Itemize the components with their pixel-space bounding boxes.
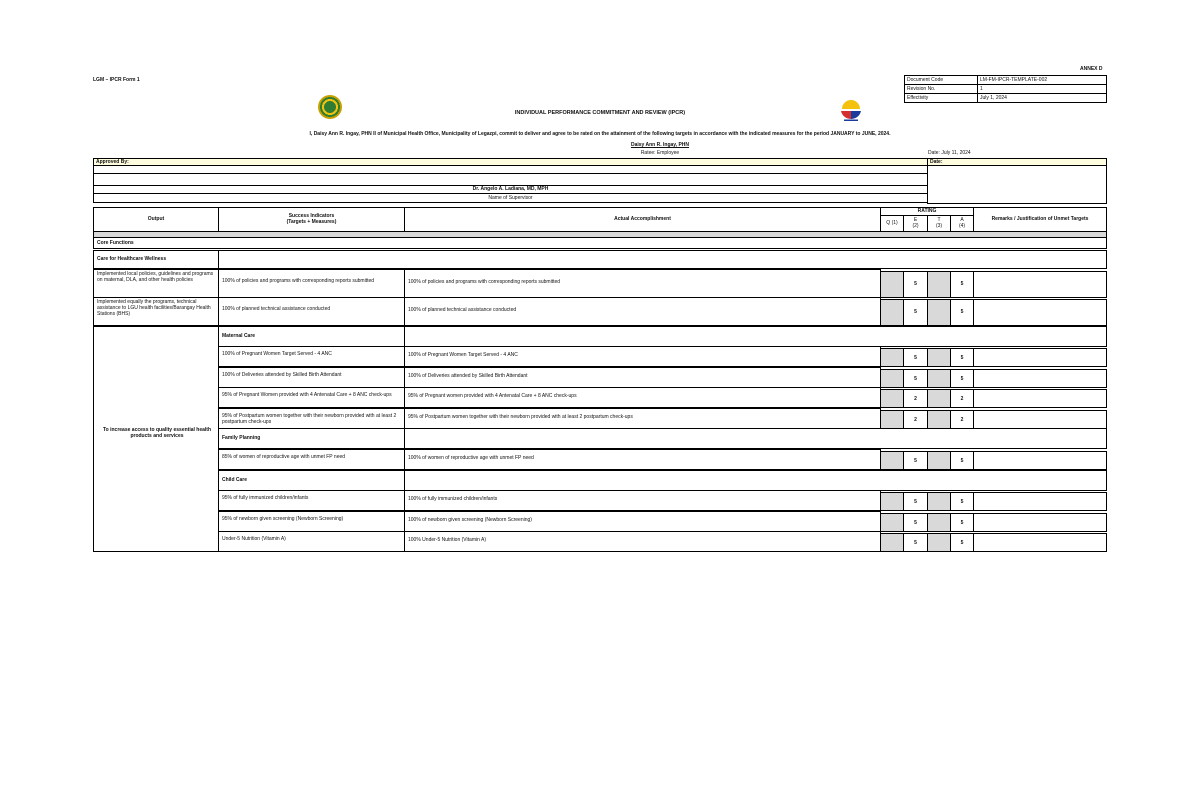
rating-a-cell	[950, 492, 974, 511]
col-indicators-header	[218, 207, 405, 232]
rating-a-cell	[950, 271, 974, 298]
indicator-cell	[218, 531, 405, 552]
col-indicators-line1: Success Indicators	[288, 213, 335, 219]
doc-code-label: Document Code	[905, 76, 978, 85]
rating-e-label: E	[913, 217, 918, 223]
accomplishment-cell-text: 100% of women of reproductive age with unmet FP need	[408, 455, 534, 461]
form-code: LGM – IPCR Form 1	[93, 77, 140, 83]
rating-a-cell-text: 5	[960, 355, 964, 361]
col-accomplishment-label: Actual Accomplishment	[614, 216, 671, 222]
indicator-cell-text: 100% of Deliveries attended by Skilled Birth Attendant	[222, 372, 342, 378]
remarks-cell	[973, 271, 1107, 298]
rating-e-cell-text: 2	[914, 417, 917, 423]
accomplishment-cell-text: 100% of newborn given screening (Newborn Screening)	[408, 517, 532, 523]
rating-a-label: A	[960, 217, 964, 223]
rating-a-cell-text: 5	[960, 376, 964, 382]
accomplishment-cell	[404, 428, 1107, 449]
rating-t-cell	[927, 513, 951, 532]
rating-e-header	[903, 215, 928, 232]
rating-t-header	[927, 215, 951, 232]
annex-label: ANNEX D	[1080, 66, 1103, 72]
remarks-cell	[973, 348, 1107, 367]
indicator-cell	[218, 367, 405, 388]
rating-a-cell	[950, 299, 974, 326]
rating-e-cell	[903, 369, 928, 388]
accomplishment-cell-text: 100% of planned technical assistance conducted	[408, 307, 517, 313]
rating-e-cell-text: 5	[914, 355, 917, 361]
supervisor-position: Name of Supervisor	[488, 195, 533, 201]
rating-t-cell	[927, 451, 951, 470]
rating-e-cell	[903, 451, 928, 470]
section-care-row	[93, 250, 219, 269]
revision-value: 1	[978, 85, 1107, 94]
rating-e-cell	[903, 299, 928, 326]
rating-e-cell	[903, 348, 928, 367]
rating-e-cell	[903, 389, 928, 408]
revision-label: Revision No.	[905, 85, 978, 94]
rating-a-cell	[950, 410, 974, 429]
col-remarks-label: Remarks / Justification of Unmet Targets	[991, 216, 1089, 222]
indicator-cell-text: 85% of women of reproductive age with unmet FP need	[222, 454, 346, 460]
accomplishment-cell	[404, 490, 881, 511]
col-remarks-header	[973, 207, 1107, 232]
section-care-blank	[218, 250, 1107, 269]
col-accomplishment-header	[404, 207, 881, 232]
rating-t-cell	[927, 389, 951, 408]
accomplishment-cell-text: 95% of Pregnant women provided with 4 Antenatal Care + 8 ANC check-ups	[408, 393, 577, 399]
rating-a-cell-text: 5	[960, 520, 964, 526]
rating-a-cell	[950, 389, 974, 408]
accomplishment-cell	[404, 269, 881, 298]
rating-e-cell-text: 5	[914, 499, 917, 505]
rating-e-cell	[903, 513, 928, 532]
remarks-cell	[973, 410, 1107, 429]
rating-q-label: Q	[886, 220, 891, 226]
rating-q-cell	[880, 299, 904, 326]
rating-a-cell-text: 2	[960, 417, 964, 423]
commitment-statement: I, Daisy Ann R. Ingay, PHN II of Municipal Health Office, Municipality of Legazpi, commit to deliver and agree to be rated on the attainment of the following targets in accordance with the indicated measures for the period JANUARY to JUNE, 2024.	[309, 131, 891, 137]
remarks-cell	[973, 451, 1107, 470]
output-cell-text: Implemented equally the programs, technical assistance to LGU health facilities/Barangay Health Stations (BHS)	[97, 299, 211, 317]
indicator-cell	[218, 297, 405, 326]
rating-a-cell	[950, 369, 974, 388]
approved-by-label: Approved By:	[96, 159, 129, 165]
accomplishment-cell-text: 100% Under-5 Nutrition (Vitamin A)	[408, 537, 486, 543]
effectivity-label: Effectivity	[905, 94, 978, 103]
rating-a-cell-text: 5	[960, 281, 964, 287]
approval-date-box	[927, 165, 1107, 204]
rating-e-cell-text: 5	[914, 309, 917, 315]
remarks-cell	[973, 533, 1107, 552]
doc-code-value: LM-FM-IPCR-TEMPLATE-002	[978, 76, 1107, 85]
rating-q-cell	[880, 533, 904, 552]
ratee-name: Daisy Ann R. Ingay, PHN	[630, 142, 690, 148]
indicator-cell-text: 95% of newborn given screening (Newborn Screening)	[222, 516, 344, 522]
rating-a-cell-text: 5	[960, 540, 964, 546]
remarks-cell	[973, 369, 1107, 388]
indicator-cell	[218, 511, 405, 532]
rating-label: RATING	[917, 208, 937, 214]
rating-q-header	[880, 215, 904, 232]
col-output-header	[93, 207, 219, 232]
section-core-label: Core Functions	[97, 240, 134, 246]
indicator-cell-text: 100% of policies and programs with corresponding reports submitted	[222, 278, 375, 284]
rating-q-cell	[880, 451, 904, 470]
indicator-cell	[218, 449, 405, 470]
remarks-cell	[973, 389, 1107, 408]
ratee-position: Ratee: Employee	[640, 150, 680, 156]
rating-e-cell-text: 2	[914, 396, 917, 402]
accomplishment-cell	[404, 387, 881, 408]
rating-a-cell-text: 2	[960, 396, 964, 402]
remarks-cell	[973, 299, 1107, 326]
accomplishment-cell	[404, 346, 881, 367]
rating-e-num: (2)	[912, 223, 919, 229]
rating-t-cell	[927, 348, 951, 367]
rating-q-cell	[880, 389, 904, 408]
accomplishment-cell	[404, 297, 881, 326]
rating-q-cell	[880, 410, 904, 429]
supervisor-position-row	[93, 193, 928, 203]
rating-t-cell	[927, 533, 951, 552]
rating-a-cell	[950, 513, 974, 532]
form-title: INDIVIDUAL PERFORMANCE COMMITMENT AND REVIEW (IPCR)	[514, 110, 686, 116]
rating-a-cell	[950, 348, 974, 367]
merged-output-text: To increase access to quality essential health products and services	[102, 427, 211, 439]
rating-t-num: (3)	[935, 223, 943, 229]
rating-e-cell-text: 5	[914, 458, 917, 464]
output-cell	[93, 269, 219, 298]
indicator-cell	[218, 387, 405, 408]
indicator-cell-text: 95% of Postpartum women together with their newborn provided with at least 2 postpartum check-ups	[222, 413, 397, 425]
rating-a-cell-text: 5	[960, 458, 964, 464]
indicator-cell	[218, 408, 405, 429]
rating-q-cell	[880, 369, 904, 388]
rating-q-cell	[880, 492, 904, 511]
indicator-cell-text: Under-5 Nutrition (Vitamin A)	[222, 536, 286, 542]
indicator-cell	[218, 470, 405, 491]
rating-q-cell	[880, 513, 904, 532]
rating-t-cell	[927, 271, 951, 298]
indicator-cell-text: Maternal Care	[222, 333, 256, 339]
document-info-table	[904, 75, 1107, 103]
remarks-cell	[973, 492, 1107, 511]
rating-a-cell	[950, 451, 974, 470]
accomplishment-cell	[404, 531, 881, 552]
accomplishment-cell	[404, 326, 1107, 347]
rating-e-cell	[903, 271, 928, 298]
effectivity-value: July 1, 2024	[978, 94, 1107, 103]
rating-e-cell	[903, 533, 928, 552]
doh-seal-logo	[318, 95, 342, 119]
merged-output-cell	[93, 326, 219, 552]
section-core-functions	[93, 237, 1107, 249]
rating-a-header	[950, 215, 974, 232]
indicator-cell	[218, 326, 405, 347]
remarks-cell	[973, 513, 1107, 532]
indicator-cell-text: 95% of Pregnant Women provided with 4 Antenatal Care + 8 ANC check-ups	[222, 392, 392, 398]
rating-t-cell	[927, 492, 951, 511]
accomplishment-cell	[404, 408, 881, 429]
accomplishment-cell	[404, 470, 1107, 491]
rating-t-cell	[927, 299, 951, 326]
rating-q-cell	[880, 348, 904, 367]
accomplishment-cell-text: 100% of fully immunized children/infants	[408, 496, 498, 502]
rating-t-label: T	[937, 217, 941, 223]
indicator-cell	[218, 346, 405, 367]
rating-e-cell-text: 5	[914, 281, 917, 287]
col-indicators-line2: (Targets + Measures)	[286, 219, 337, 225]
bagong-pilipinas-logo	[838, 95, 864, 121]
rating-t-cell	[927, 410, 951, 429]
indicator-cell	[218, 490, 405, 511]
rating-q-num: (1)	[891, 220, 898, 226]
accomplishment-cell	[404, 511, 881, 532]
output-cell-text: Implemented local policies, guidelines and programs on maternal, DLA, and other health policies	[97, 271, 214, 283]
indicator-cell	[218, 269, 405, 298]
output-cell	[93, 297, 219, 326]
date-label: Date:	[930, 159, 943, 165]
rating-a-num: (4)	[958, 223, 966, 229]
accomplishment-cell-text: 100% of Deliveries attended by Skilled Birth Attendant	[408, 373, 528, 379]
accomplishment-cell	[404, 367, 881, 388]
rating-e-cell	[903, 410, 928, 429]
rating-a-cell-text: 5	[960, 499, 964, 505]
rating-t-cell	[927, 369, 951, 388]
accomplishment-cell-text: 100% of policies and programs with corresponding reports submitted	[408, 279, 561, 285]
rating-e-cell-text: 5	[914, 376, 917, 382]
indicator-cell-text: Child Care	[222, 477, 248, 483]
indicator-cell-text: 95% of fully immunized children/infants	[222, 495, 309, 501]
col-output-label: Output	[147, 216, 165, 222]
supervisor-name: Dr. Angelo A. Ladiana, MD, MPH	[472, 186, 549, 192]
indicator-cell-text: 100% of planned technical assistance conducted	[222, 306, 331, 312]
indicator-cell	[218, 428, 405, 449]
ratee-date: Date: July 11, 2024	[928, 150, 971, 156]
accomplishment-cell	[404, 449, 881, 470]
rating-e-cell	[903, 492, 928, 511]
rating-a-cell	[950, 533, 974, 552]
rating-e-cell-text: 5	[914, 540, 917, 546]
rating-a-cell-text: 5	[960, 309, 964, 315]
rating-e-cell-text: 5	[914, 520, 917, 526]
indicator-cell-text: Family Planning	[222, 435, 261, 441]
indicator-cell-text: 100% of Pregnant Women Target Served - 4 ANC	[222, 351, 332, 357]
rating-q-cell	[880, 271, 904, 298]
section-care-label: Care for Healthcare Wellness	[97, 256, 167, 262]
accomplishment-cell-text: 95% of Postpartum women together with their newborn provided with at least 2 postpartum check-ups	[408, 414, 633, 420]
accomplishment-cell-text: 100% of Pregnant Women Target Served - 4 ANC	[408, 352, 518, 358]
